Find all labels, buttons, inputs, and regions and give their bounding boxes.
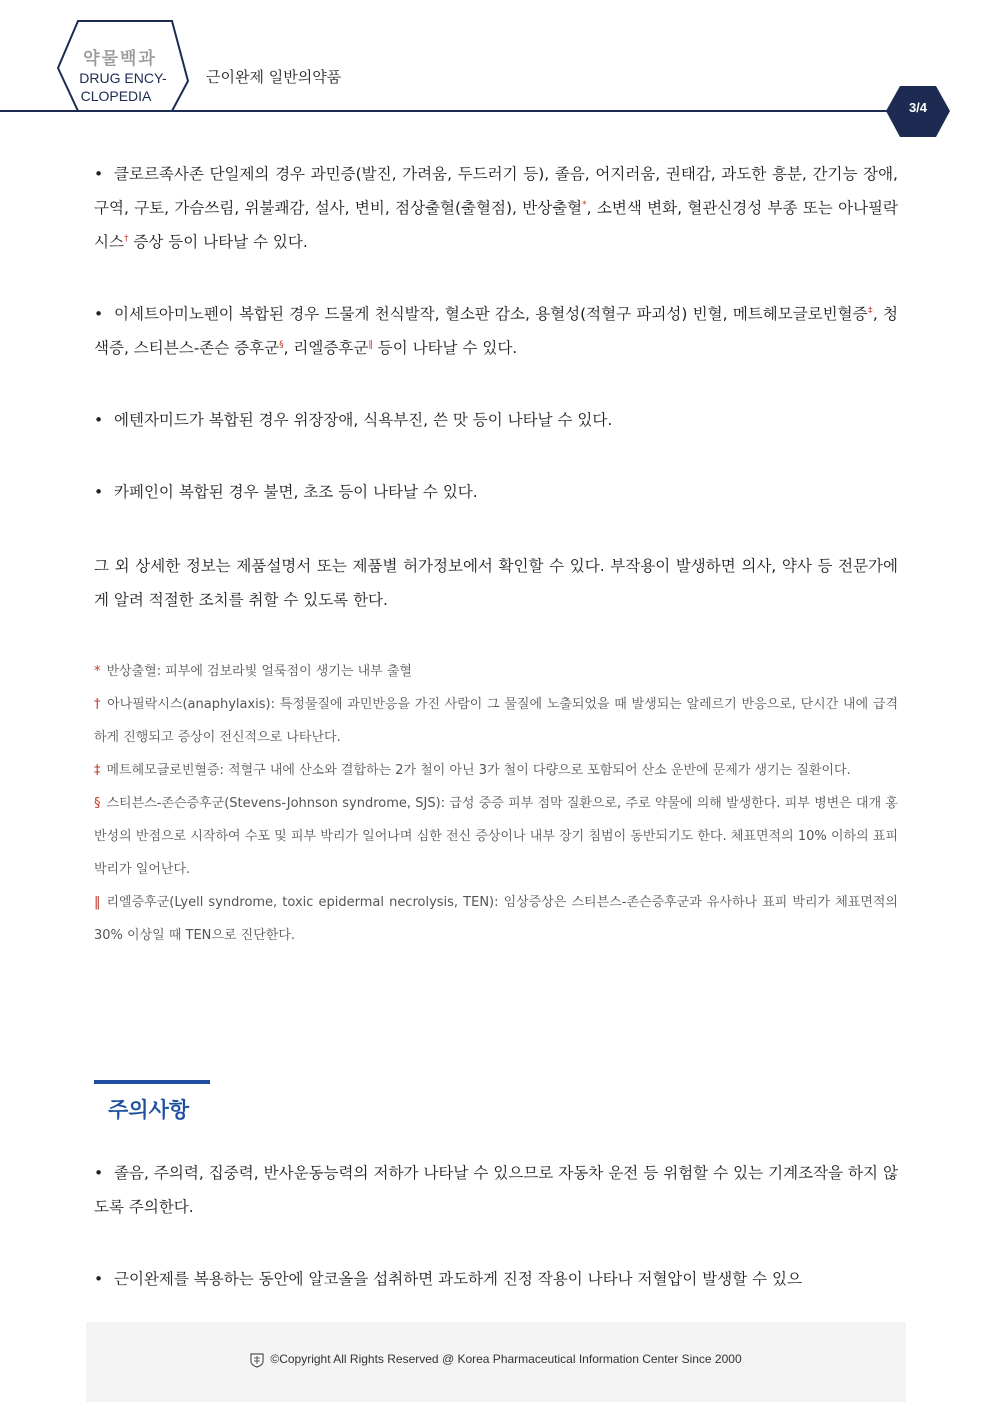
footer-content — [86, 1352, 906, 1368]
logo-korean-text: 약물백과 — [83, 49, 157, 69]
footnote-mark: ‖ — [94, 895, 101, 910]
section-divider — [94, 1080, 210, 1084]
shield-logo-icon — [250, 1352, 264, 1368]
paragraph-acetaminophen — [94, 297, 898, 365]
footnote-item — [94, 886, 898, 952]
footnote-marker: § — [279, 339, 284, 350]
section-body — [94, 1156, 898, 1296]
footnote-text: 반상출혈: 피부에 검보라빛 얼룩점이 생기는 내부 출혈 — [106, 664, 412, 679]
footnote-marker: ‖ — [368, 339, 373, 350]
paragraph-ethenzamide — [94, 403, 898, 437]
paragraph-text: 근이완제를 복용하는 동안에 알코올을 섭취하면 과도하게 진정 작용이 나타나 저혈압이 발생할 수 있으 — [114, 1270, 802, 1288]
footnote-item — [94, 754, 898, 787]
paragraph-caffeine — [94, 475, 898, 509]
paragraph-text: , 소변색 변화, 혈관신경성 부종 또는 아나필락시스 — [94, 199, 898, 251]
footnote-item — [94, 655, 898, 688]
main-content — [94, 157, 898, 952]
page-footer — [86, 1322, 906, 1402]
footnote-marker: † — [123, 233, 129, 244]
bullet-icon: • — [94, 1164, 104, 1182]
footnote-item — [94, 787, 898, 886]
page-number-badge: 3/4 — [908, 100, 928, 115]
copyright-text: ©Copyright All Rights Reserved @ Korea Pharmaceutical Information Center Since 2000 — [270, 1352, 742, 1367]
footnote-mark: † — [94, 697, 102, 712]
paragraph-chlorzoxazone — [94, 157, 898, 259]
bullet-icon: • — [94, 305, 104, 323]
precautions-section — [94, 1080, 898, 1296]
footnote-text: 아나필락시스(anaphylaxis): 특정물질에 과민반응을 가진 사람이 그 물질에 노출되었을 때 발생되는 알레르기 반응으로, 단시간 내에 급격하게 진행되고 증상이 전신적으로 나타난다. — [94, 697, 899, 745]
document-title: 근이완제 일반의약품 — [206, 68, 342, 86]
paragraph-text: 이세트아미노펜이 복합된 경우 드물게 천식발작, 혈소판 감소, 용혈성(적혈구 파괴성) 빈혈, 메트헤모글로빈혈증 — [114, 305, 868, 323]
paragraph-text: 졸음, 주의력, 집중력, 반사운동능력의 저하가 나타날 수 있으므로 자동차 운전 등 위험할 수 있는 기계조작을 하지 않도록 주의한다. — [94, 1164, 898, 1216]
paragraph-text: 증상 등이 나타날 수 있다. — [128, 233, 308, 251]
bullet-icon: • — [94, 165, 104, 183]
footnote-mark: ‡ — [94, 763, 101, 778]
bullet-icon: • — [94, 483, 104, 501]
footnote-text: 스티븐스-존슨증후군(Stevens-Johnson syndrome, SJS): 급성 중증 피부 점막 질환으로, 주로 약물에 의해 발생한다. 피부 병변은 대개 홍반성의 반점으로 시작하여 수포 및 피부 박리가 일어나며 심한 전신 증상이나 내부 장기 침범이 동반되기도 한다. 체표면적의 10% 이하의 표피 박리가 일어난다. — [94, 796, 898, 877]
footnote-item — [94, 688, 898, 754]
bullet-icon: • — [94, 411, 104, 429]
paragraph-text: 클로르족사존 단일제의 경우 과민증(발진, 가려움, 두드러기 등), 졸음, 어지러움, 권태감, 과도한 흥분, 간기능 장애, 구역, 구토, 가슴쓰림, 위불쾌감, 설사, 변비, 점상출혈(출혈점), 반상출혈 — [94, 165, 898, 217]
paragraph-text: 에텐자미드가 복합된 경우 위장장애, 식욕부진, 쓴 맛 등이 나타날 수 있다. — [114, 411, 613, 429]
paragraph-text: 카페인이 복합된 경우 불면, 초조 등이 나타날 수 있다. — [114, 483, 478, 501]
page-header — [0, 0, 992, 140]
logo-text-line2: CLOPEDIA — [80, 88, 152, 104]
paragraph-text: 등이 나타날 수 있다. — [372, 339, 518, 357]
footnote-marker: * — [582, 199, 587, 210]
footnotes — [94, 655, 898, 952]
footnote-mark: § — [94, 796, 101, 811]
logo-text-line1: DRUG ENCY- — [79, 70, 167, 86]
section-title: 주의사항 — [108, 1098, 190, 1122]
paragraph-text: , 청색증, 스티븐스-존슨 증후군 — [94, 305, 899, 357]
bullet-icon: • — [94, 1270, 104, 1288]
footnote-mark: * — [94, 664, 101, 679]
footnote-text: 리엘증후군(Lyell syndrome, toxic epidermal necrolysis, TEN): 임상증상은 스티븐스-존슨증후군과 유사하나 표피 박리가 체표면적의 30% 이상일 때 TEN으로 진단한다. — [94, 895, 898, 943]
precaution-item — [94, 1156, 898, 1224]
paragraph-text: , 리엘증후군 — [283, 339, 369, 357]
precaution-item — [94, 1262, 898, 1296]
paragraph-more-info: 그 외 상세한 정보는 제품설명서 또는 제품별 허가정보에서 확인할 수 있다. 부작용이 발생하면 의사, 약사 등 전문가에게 알려 적절한 조치를 취할 수 있도록 한다. — [94, 557, 898, 609]
footnote-marker: ‡ — [867, 305, 873, 316]
footnote-text: 메트헤모글로빈혈증: 적혈구 내에 산소와 결합하는 2가 철이 아닌 3가 철이 다량으로 포함되어 산소 운반에 문제가 생기는 질환이다. — [106, 763, 851, 778]
